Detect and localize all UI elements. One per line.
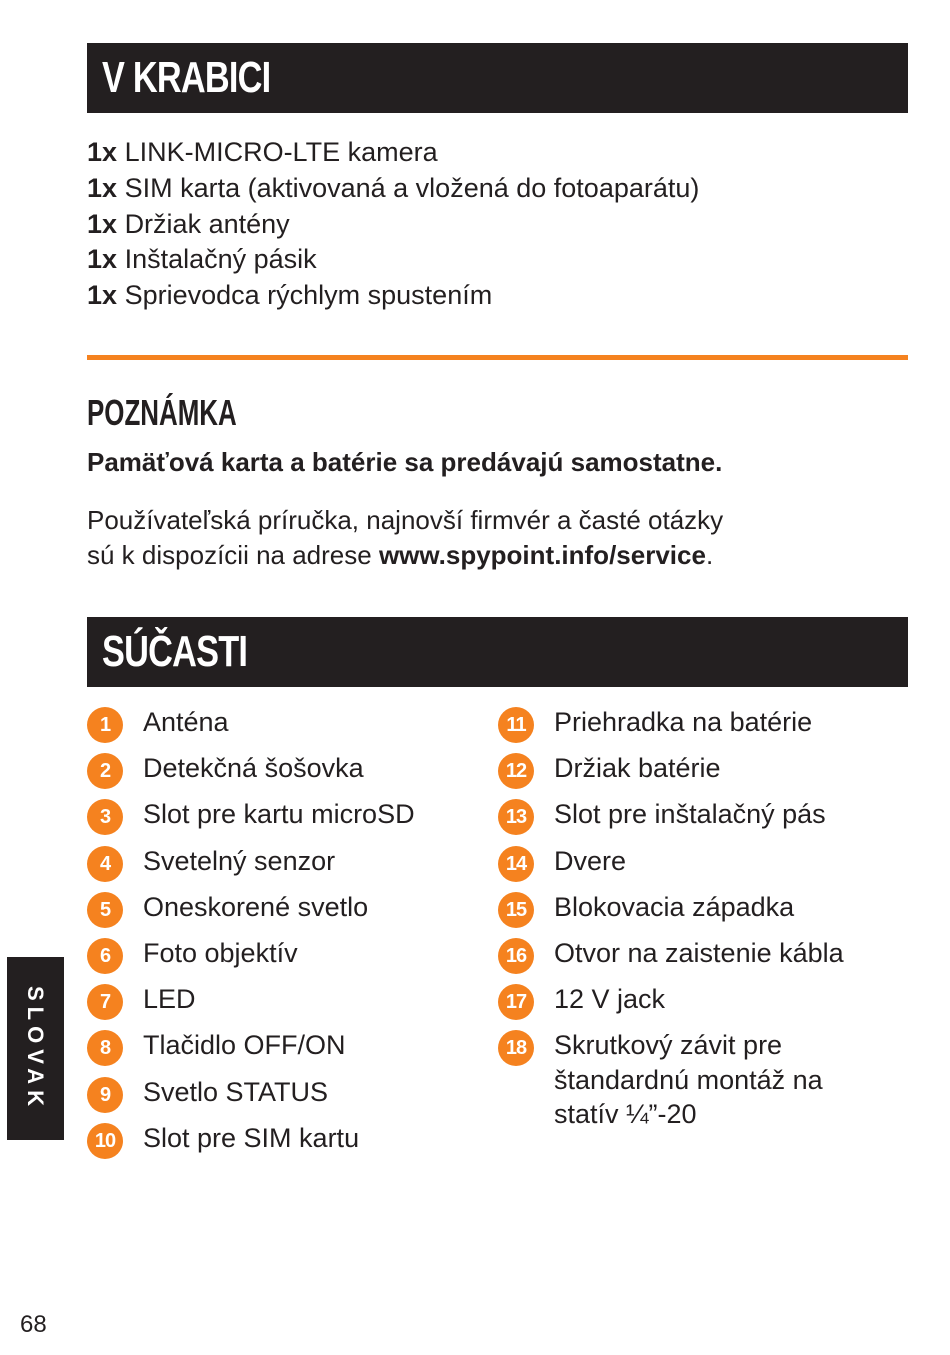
language-side-tab: SLOVAK [7, 957, 64, 1140]
part-item: 15 Blokovacia západka [498, 890, 908, 936]
part-number-badge: 6 [87, 938, 123, 974]
part-number-badge: 11 [498, 707, 534, 743]
part-item: 2 Detekčná šošovka [87, 751, 487, 797]
part-number-badge: 4 [87, 846, 123, 882]
part-item: 18 Skrutkový závit pre štandardnú montáž na statív ¼”-20 [498, 1028, 908, 1132]
part-item: 12 Držiak batérie [498, 751, 908, 797]
list-item: 1x Držiak antény [87, 208, 290, 239]
part-item: 5 Oneskorené svetlo [87, 890, 487, 936]
part-item: 8 Tlačidlo OFF/ON [87, 1028, 487, 1074]
part-item: 14 Dvere [498, 844, 908, 890]
part-number-badge: 12 [498, 753, 534, 789]
in-the-box-list [87, 135, 908, 314]
in-the-box-title: V KRABICI [102, 53, 271, 102]
parts-title: SÚČASTI [102, 627, 248, 676]
part-item: 3 Slot pre kartu microSD [87, 797, 487, 843]
list-item: 1x Sprievodca rýchlym spustením [87, 280, 493, 311]
part-item: 1 Anténa [87, 705, 487, 751]
list-item: 1x SIM karta (aktivovaná a vložená do fotoaparátu) [87, 172, 700, 203]
page-number: 68 [20, 1311, 47, 1338]
part-item: 11 Priehradka na batérie [498, 705, 908, 751]
part-number-badge: 8 [87, 1030, 123, 1066]
part-number-badge: 13 [498, 799, 534, 835]
part-item: 6 Foto objektív [87, 936, 487, 982]
part-number-badge: 5 [87, 892, 123, 928]
note-heading: POZNÁMKA [87, 392, 237, 433]
part-number-badge: 9 [87, 1077, 123, 1113]
part-number-badge: 2 [87, 753, 123, 789]
part-number-badge: 3 [87, 799, 123, 835]
section-heading-in-the-box [87, 43, 908, 113]
part-item: 16 Otvor na zaistenie kábla [498, 936, 908, 982]
part-number-badge: 16 [498, 938, 534, 974]
part-item: 4 Svetelný senzor [87, 844, 487, 890]
service-url-link[interactable]: www.spypoint.info/service [378, 540, 706, 570]
part-item: 13 Slot pre inštalačný pás [498, 797, 908, 843]
parts-list-left [87, 705, 487, 1167]
section-heading-parts [87, 617, 908, 687]
parts-list-right [498, 705, 908, 1132]
note-bold-text: Pamäťová karta a batérie sa predávajú samostatne. [87, 447, 723, 477]
part-item: 17 12 V jack [498, 982, 908, 1028]
part-item: 9 Svetlo STATUS [87, 1075, 487, 1121]
list-item: 1x LINK-MICRO-LTE kamera [87, 137, 438, 167]
part-item: 10 Slot pre SIM kartu [87, 1121, 487, 1167]
orange-divider [87, 355, 908, 360]
part-item: 7 LED [87, 982, 487, 1028]
part-number-badge: 1 [87, 707, 123, 743]
list-item: 1x Inštalačný pásik [87, 244, 317, 275]
part-number-badge: 7 [87, 984, 123, 1020]
part-number-badge: 14 [498, 846, 534, 882]
part-number-badge: 15 [498, 892, 534, 928]
part-number-badge: 18 [498, 1030, 534, 1066]
part-number-badge: 10 [87, 1123, 123, 1159]
part-number-badge: 17 [498, 984, 534, 1020]
note-text: Používateľská príručka, najnovší firmvér a časté otázky sú k dispozícii na adrese www.spypoint.info/service. [87, 505, 724, 570]
